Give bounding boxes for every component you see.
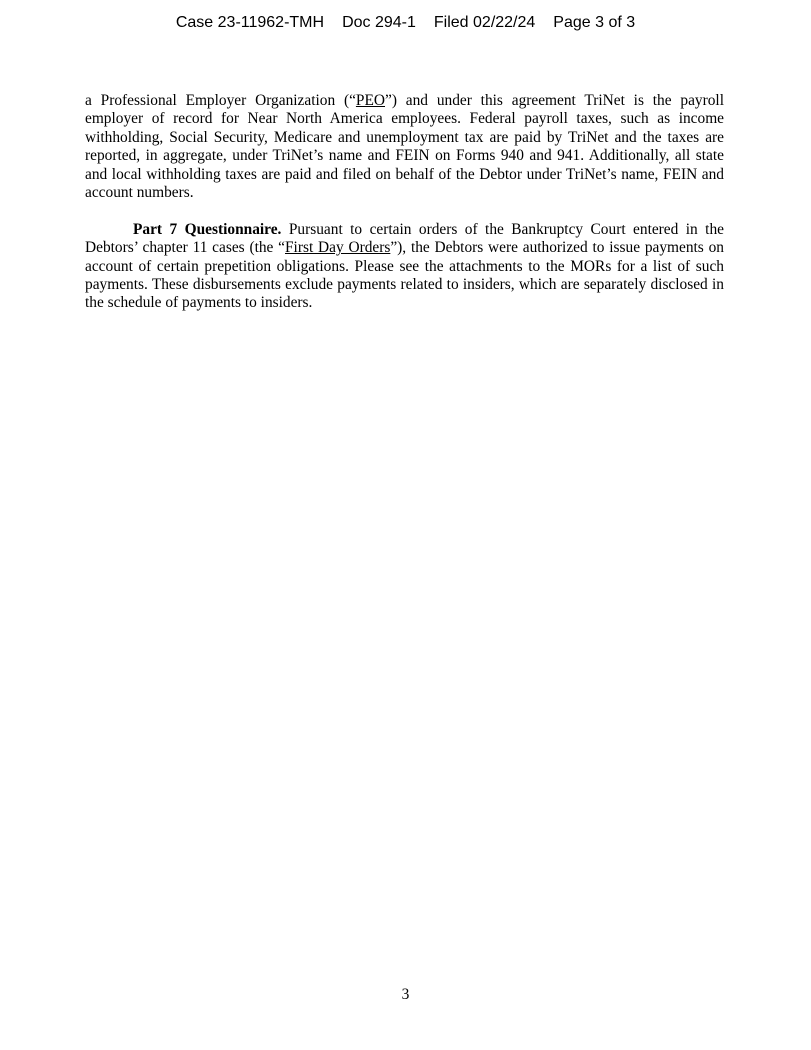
- document-body: [85, 92, 724, 313]
- defined-term-peo: PEO: [355, 92, 385, 109]
- part-7-heading: Part 7 Questionnaire.: [133, 220, 282, 238]
- defined-term-first-day-orders: First Day Orders: [285, 239, 391, 257]
- page-count: Page 3 of 3: [553, 14, 636, 31]
- filed-date: Filed 02/22/24: [433, 14, 536, 31]
- paragraph-part-7: [85, 221, 724, 313]
- paragraph-peo-text-b: ”) and under this agreement TriNet is the payroll employer of record for Near North America employees. Federal payroll taxes, such as income withholding, Social Security, Medicare and unemployment tax are paid by TriNet and the taxes are reported, in aggregate, under TriNet’s name and FEIN on Forms 940 and 941. Additionally, all state and local withholding taxes are paid and filed on behalf of the Debtor under TriNet’s name, FEIN and account numbers.: [85, 92, 724, 202]
- paragraph-part-7-text-a: Pursuant to certain orders of the Bankruptcy Court entered in the Debtors’ chapter 11 cases (the “: [85, 220, 724, 257]
- page-number: 3: [401, 986, 410, 1003]
- court-filing-header: [0, 14, 811, 32]
- document-number: Doc 294-1: [342, 14, 416, 31]
- paragraph-peo-text-a: a Professional Employer Organization (“: [85, 92, 356, 109]
- paragraph-part-7-text-b: ”), the Debtors were authorized to issue payments on account of certain prepetition obligations. Please see the attachments to the MORs for a list of such payments. These disbursements exclude payments related to insiders, which are separately disclosed in the schedule of payments to insiders.: [85, 239, 724, 312]
- paragraph-peo: [85, 92, 724, 202]
- case-number: Case 23-11962-TMH: [175, 14, 325, 31]
